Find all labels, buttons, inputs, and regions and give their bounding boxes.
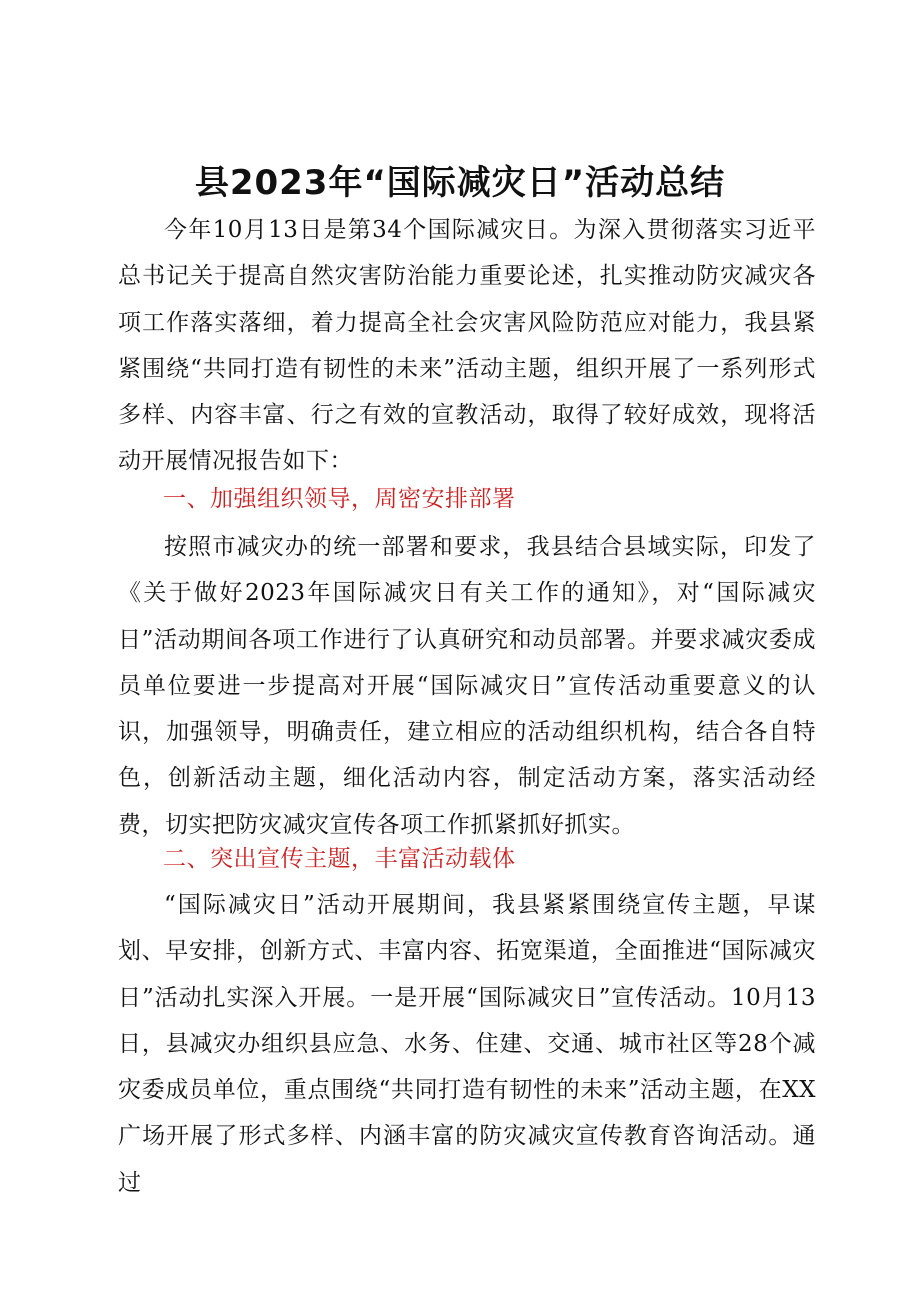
section-heading-1: 一、加强组织领导，周密安排部署	[163, 486, 516, 512]
section-heading-2: 二、突出宣传主题，丰富活动载体	[163, 846, 516, 872]
paragraph-text: 按照市减灾办的统一部署和要求，我县结合县域实际，印发了《关于做好2023年国际减灾日有关工作的通知》，对“国际减灾日”活动期间各项工作进行了认真研究和动员部署。并要求减灾委成员单位要进一步提高对开展“国际减灾日”宣传活动重要意义的认识，加强领导，明确责任，建立相应的活动组织机构，结合各自特色，创新活动主题，细化活动内容，制定活动方案，落实活动经费，切实把防灾减灾宣传各项工作抓紧抓好抓实。	[118, 534, 816, 838]
paragraph-section-1	[118, 524, 816, 848]
document-title: 县2023年“国际减灾日”活动总结	[194, 163, 726, 203]
paragraph-text: “国际减灾日”活动开展期间，我县紧紧围绕宣传主题，早谋划、早安排，创新方式、丰富内容、拓宽渠道，全面推进“国际减灾日”活动扎实深入开展。一是开展“国际减灾日”宣传活动。10月13日，县减灾办组织县应急、水务、住建、交通、城市社区等28个减灾委成员单位，重点围绕“共同打造有韧性的未来”活动主题，在XX广场开展了形式多样、内涵丰富的防灾减灾宣传教育咨询活动。通过	[118, 892, 816, 1196]
paragraph-text: 今年10月13日是第34个国际减灾日。为深入贯彻落实习近平总书记关于提高自然灾害防治能力重要论述，扎实推动防灾减灾各项工作落实落细，着力提高全社会灾害风险防范应对能力，我县紧紧围绕“共同打造有韧性的未来”活动主题，组织开展了一系列形式多样、内容丰富、行之有效的宣教活动，取得了较好成效，现将活动开展情况报告如下：	[118, 217, 816, 475]
paragraph-intro	[118, 207, 816, 485]
paragraph-section-2	[118, 882, 816, 1206]
